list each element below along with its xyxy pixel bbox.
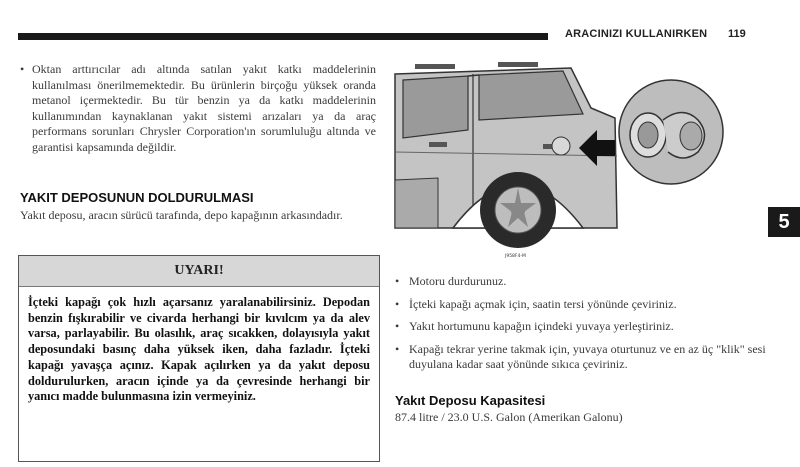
octane-booster-text: Oktan arttırıcılar adı altında satılan yakıt katkı maddelerinin kullanılması önerilmemektedir. Bu ürünlerin birçoğu yüksek oranda metanol içermektedir. Bu tür benzin ya da katkı maddelerinin kullanımından kaynaklanan yakıt sistemi arızaları ya da araç performans sorunları Chrysler Corporation'ın sorumluluğu altında ve garantisi kapsamında değildir. bbox=[32, 62, 376, 154]
section-title-refueling: YAKIT DEPOSUNUN DOLDURULMASI bbox=[20, 190, 254, 205]
step-item: • Motoru durdurunuz. bbox=[395, 274, 780, 290]
step-item: • Kapağı tekrar yerine takmak için, yuvaya oturtunuz ve en az üç "klik" sesi duyulana kadar saat yönünde sıkıca çeviriniz. bbox=[395, 342, 780, 373]
capacity-title: Yakıt Deposu Kapasitesi bbox=[395, 393, 546, 408]
vehicle-rear-drawing bbox=[395, 62, 617, 248]
warning-text: İçteki kapağı çok hızlı açarsanız yaralanabilirsiniz. Depodan benzin fışkırabilir ve civarda herhangi bir kıvılcım ya da alev varsa, parlayabilir. Bu olasılık, araç sıcakken, dolayısıyla yakıt deposundaki basınç daha yüksek iken, daha fazladır. İçteki kapağı yavaşça açınız. Kapak açılırken ya da yakıt deposu doldurulurken, aracın içinde ya da çevresinde herhangi bir yanıcı madde bulunmasına izin vermeyiniz. bbox=[28, 295, 370, 404]
page-number: 119 bbox=[728, 28, 746, 40]
illustration-code: J958F4-M bbox=[505, 254, 526, 259]
capacity-text: 87.4 litre / 23.0 U.S. Galon (Amerikan Galonu) bbox=[395, 410, 623, 424]
fuel-door-illustration bbox=[393, 60, 768, 260]
refueling-steps bbox=[395, 274, 780, 380]
octane-booster-note bbox=[20, 62, 376, 155]
chapter-tab: 5 bbox=[768, 207, 800, 237]
warning-box bbox=[18, 255, 380, 462]
header-rule bbox=[18, 33, 548, 40]
step-item: • İçteki kapağı açmak için, saatin tersi yönünde çeviriniz. bbox=[395, 297, 780, 313]
step-item: • Yakıt hortumunu kapağın içindeki yuvaya yerleştiriniz. bbox=[395, 319, 780, 335]
section-text-refueling: Yakıt deposu, aracın sürücü tarafında, depo kapağının arkasındadır. bbox=[20, 208, 343, 222]
running-header-title: ARACINIZI KULLANIRKEN bbox=[565, 28, 708, 40]
fuel-cap-detail bbox=[619, 80, 723, 184]
warning-title: UYARI! bbox=[19, 256, 379, 287]
bullet-marker: • bbox=[20, 62, 25, 76]
